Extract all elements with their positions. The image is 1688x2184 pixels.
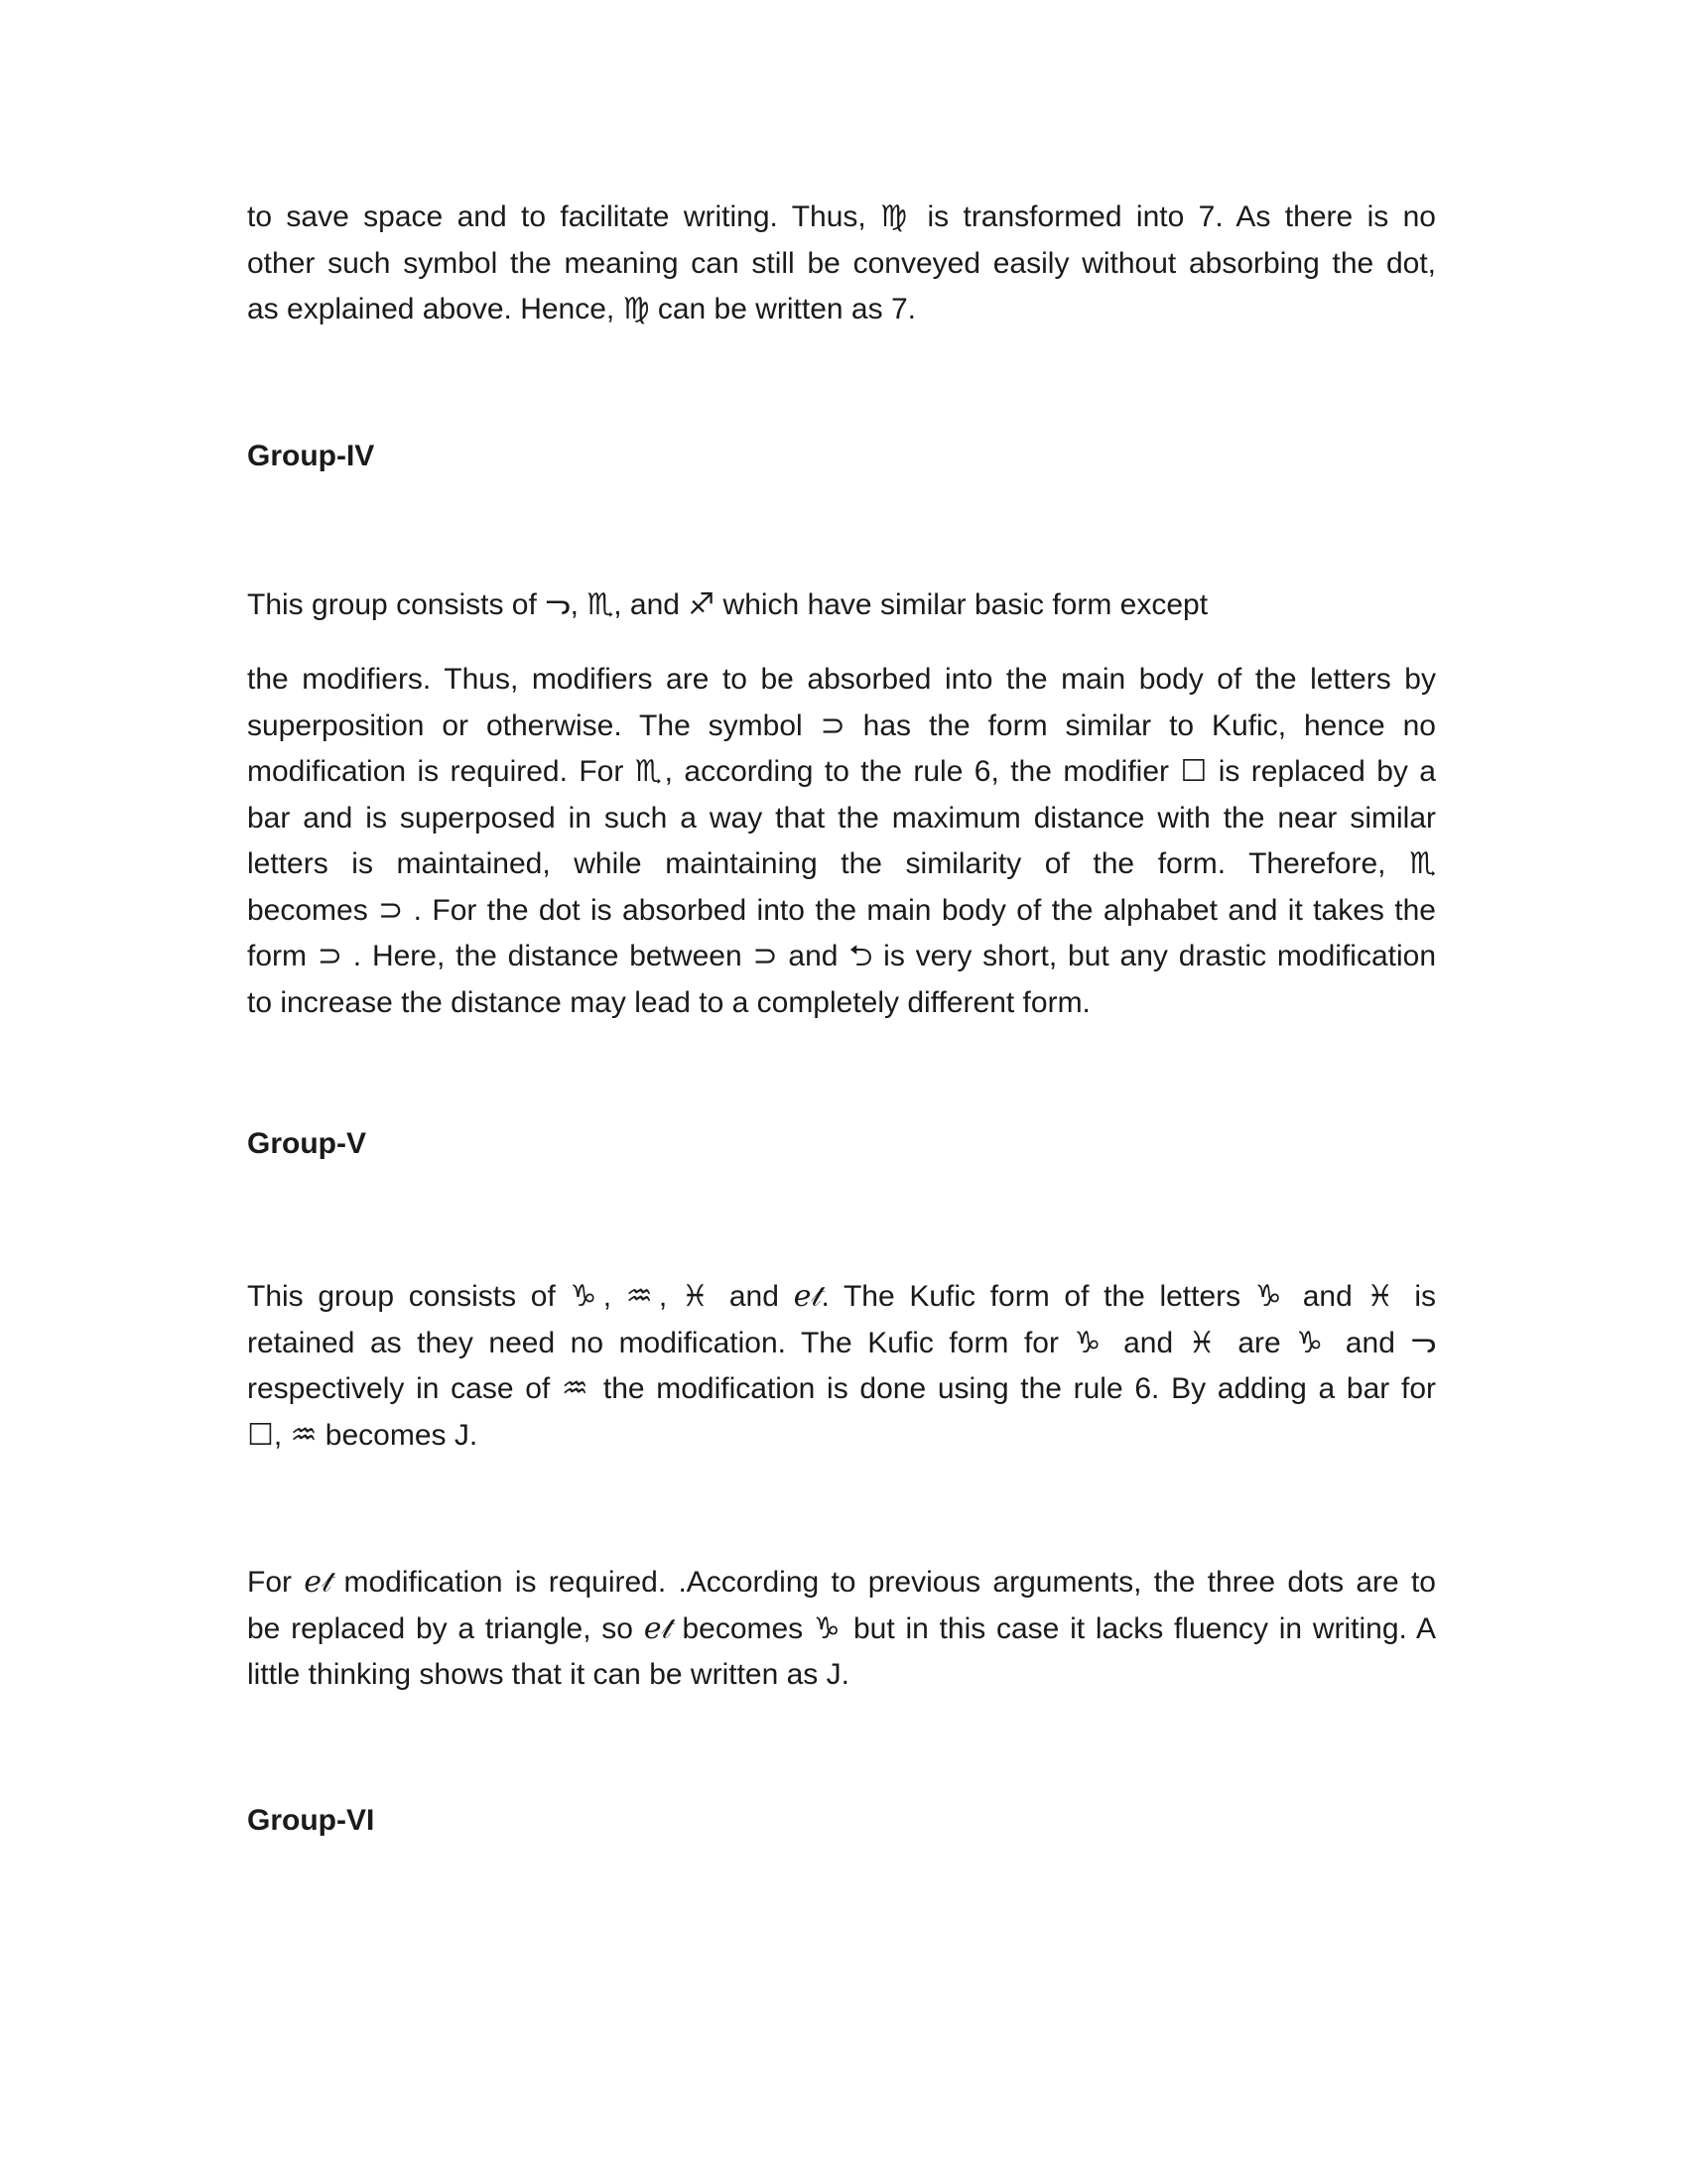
text-line: to increase the distance may lead to a completely different form. <box>247 985 1091 1019</box>
text-line: other such symbol the meaning can still be conveyed easily without absorbing the dot, <box>247 246 1436 280</box>
text-line: becomes ⊃ . For the dot is absorbed into the main body of the alphabet and it takes the <box>247 893 1436 927</box>
text-line: modification is required. For ♏, according to the rule 6, the modifier ☐ is replaced by a <box>247 755 1436 788</box>
paragraph-group-iv-intro <box>247 582 1436 629</box>
paragraph-rule-explanation <box>247 194 1436 333</box>
paragraph-group-v-continued <box>247 1560 1436 1699</box>
text-line: For ℯ𝓉 modification is required. .According to previous arguments, the three dots are to <box>247 1566 1436 1599</box>
text-line: to save space and to facilitate writing. Thus, ♍ is transformed into 7. As there is no <box>247 200 1436 233</box>
text-line: be replaced by a triangle, so ℯ𝓉 becomes ♑ but in this case it lacks fluency in writing. A <box>247 1611 1436 1645</box>
text-line: the modifiers. Thus, modifiers are to be absorbed into the main body of the letters by <box>247 663 1436 696</box>
text-line: form ⊃ . Here, the distance between ⊃ and ⮌ is very short, but any drastic modification <box>247 940 1436 972</box>
text-line: respectively in case of ♒ the modification is done using the rule 6. By adding a bar for <box>247 1372 1436 1405</box>
text-line: retained as they need no modification. The Kufic form for ♑ and ♓ are ♑ and ᓓ <box>247 1326 1436 1359</box>
text-line: as explained above. Hence, ♍ can be written as 7. <box>247 293 916 325</box>
text-line: letters is maintained, while maintaining the similarity of the form. Therefore, ♏ <box>247 847 1436 880</box>
text-line: This group consists of ♑, ♒, ♓ and ℯ𝓉. The Kufic form of the letters ♑ and ♓ is <box>247 1280 1436 1313</box>
heading-group-iv: Group-IV <box>247 440 375 472</box>
paragraph-group-v-body <box>247 1274 1436 1459</box>
text-line: This group consists of ᓓ, ♏, and ♐ which have similar basic form except <box>247 588 1209 621</box>
text-line: ☐, ♒ becomes J. <box>247 1418 478 1452</box>
paragraph-group-iv-body <box>247 657 1436 1026</box>
text-line: little thinking shows that it can be written as J. <box>247 1658 849 1691</box>
text-line: bar and is superposed in such a way that the maximum distance with the near similar <box>247 801 1436 835</box>
heading-group-v: Group-V <box>247 1127 366 1160</box>
heading-group-vi: Group-VI <box>247 1804 375 1837</box>
text-line: superposition or otherwise. The symbol ⊃ has the form similar to Kufic, hence no <box>247 708 1436 742</box>
